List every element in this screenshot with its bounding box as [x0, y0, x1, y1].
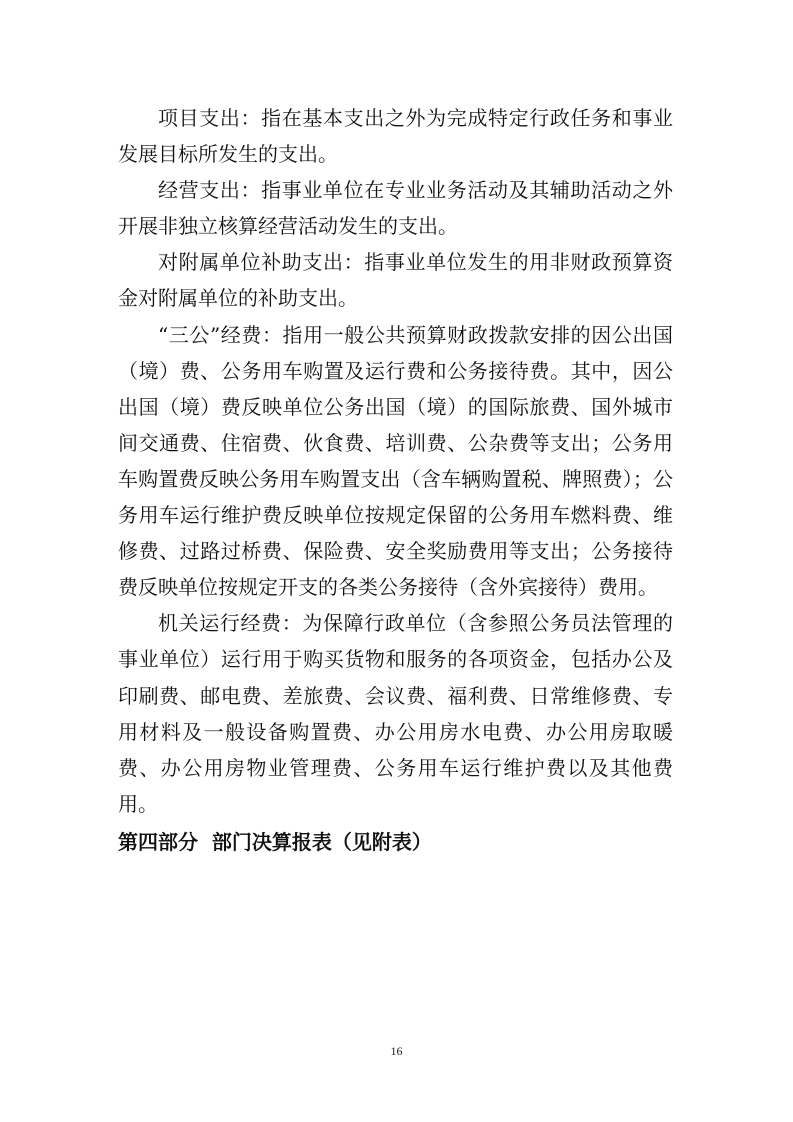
page-number: 16 — [390, 1044, 403, 1058]
paragraph-project-expenditure: 项目支出：指在基本支出之外为完成特定行政任务和事业发展目标所发生的支出。 — [118, 106, 673, 167]
paragraph-three-public-expenses: “三公”经费：指用一般公共预算财政拨款安排的因公出国（境）费、公务用车购置及运行费和公务接待费。其中，因公出国（境）费反映单位公务出国（境）的国际旅费、国外城市间交通费、住宿费、伙食费、培训费、公杂费等支出；公务用车购置费反映公务用车购置支出（含车辆购置税、牌照费）；公务用车运行维护费反映单位按规定保留的公务用车燃料费、维修费、过路过桥费、保险费、安全奖励费用等支出；公务接待费反映单位按规定开支的各类公务接待（含外宾接待）费用。 — [118, 322, 673, 600]
document-body — [118, 100, 673, 860]
paragraph-office-operating-funds: 机关运行经费：为保障行政单位（含参照公务员法管理的事业单位）运行用于购买货物和服务的各项资金，包括办公及印刷费、邮电费、差旅费、会议费、福利费、日常维修费、专用材料及一般设备购置费、办公用房水电费、办公用房取暖费、办公用房物业管理费、公务用车运行维护费以及其他费用。 — [118, 611, 673, 816]
paragraph-operating-expenditure: 经营支出：指事业单位在专业业务活动及其辅助活动之外开展非独立核算经营活动发生的支出。 — [118, 178, 673, 239]
section-heading: 第四部分 部门决算报表（见附表） — [118, 829, 432, 854]
paragraph-subsidiary-subsidy: 对附属单位补助支出：指事业单位发生的用非财政预算资金对附属单位的补助支出。 — [118, 250, 673, 311]
